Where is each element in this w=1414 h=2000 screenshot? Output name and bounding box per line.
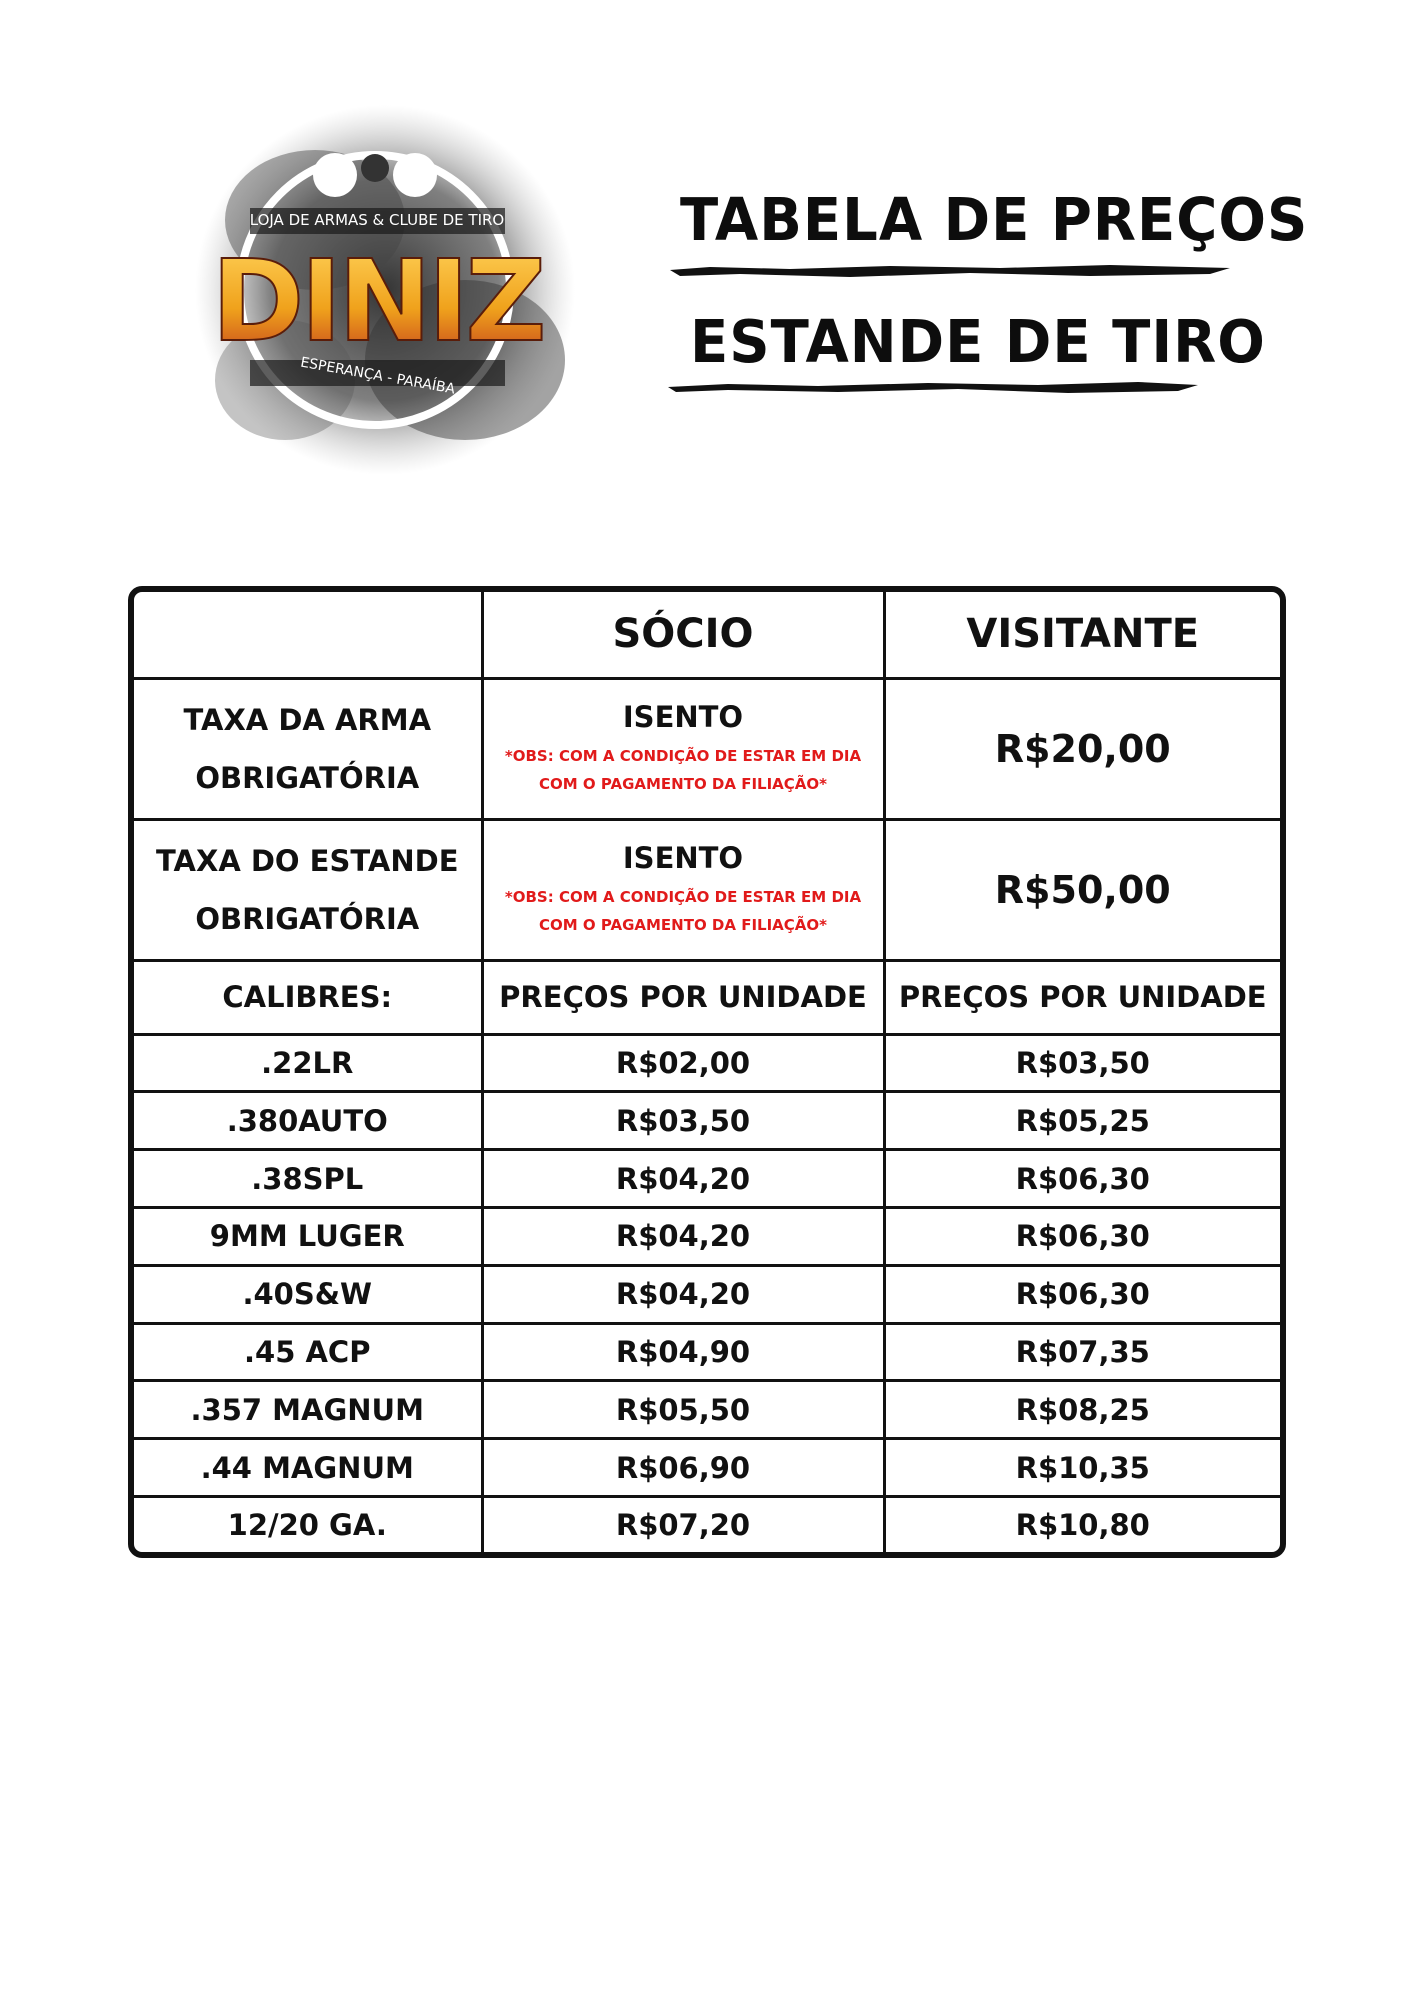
caliber-visitante-price: R$10,80 bbox=[884, 1497, 1280, 1553]
calibers-header-visitante: PREÇOS POR UNIDADE bbox=[884, 960, 1280, 1034]
caliber-socio-price: R$04,20 bbox=[482, 1207, 884, 1265]
logo-top-text: LOJA DE ARMAS & CLUBE DE TIRO bbox=[249, 211, 505, 229]
table-row bbox=[134, 1265, 1280, 1323]
caliber-visitante-price: R$08,25 bbox=[884, 1381, 1280, 1439]
caliber-visitante-price: R$05,25 bbox=[884, 1092, 1280, 1150]
caliber-visitante-price: R$07,35 bbox=[884, 1323, 1280, 1381]
fee-socio-note-line-2: COM O PAGAMENTO DA FILIAÇÃO* bbox=[538, 774, 828, 793]
fee-label-line-1: TAXA DA ARMA bbox=[183, 702, 432, 737]
caliber-name: .40S&W bbox=[134, 1265, 482, 1323]
caliber-visitante-price: R$06,30 bbox=[884, 1265, 1280, 1323]
caliber-name: 12/20 GA. bbox=[134, 1497, 482, 1553]
fee-socio-note-line-1: *OBS: COM A CONDIÇÃO DE ESTAR EM DIA bbox=[504, 887, 862, 906]
fee-socio-cell bbox=[482, 819, 884, 960]
fee-socio-note-line-1: *OBS: COM A CONDIÇÃO DE ESTAR EM DIA bbox=[504, 746, 862, 765]
logo-brand: DINIZ bbox=[211, 237, 543, 367]
caliber-socio-price: R$02,00 bbox=[482, 1034, 884, 1092]
table-row bbox=[134, 1439, 1280, 1497]
brush-underline-1 bbox=[670, 262, 1230, 280]
calibers-header-row bbox=[134, 960, 1280, 1034]
table-row bbox=[134, 1092, 1280, 1150]
table-row bbox=[134, 1497, 1280, 1553]
caliber-name: .45 ACP bbox=[134, 1323, 482, 1381]
logo-bottom-text: ESPERANÇA - PARAÍBA bbox=[299, 354, 457, 398]
header-empty-cell bbox=[134, 592, 482, 678]
price-table bbox=[128, 586, 1286, 1558]
page-title-line-1: TABELA DE PREÇOS bbox=[680, 186, 1309, 255]
fee-row bbox=[134, 678, 1280, 819]
fee-label bbox=[134, 819, 482, 960]
logo-graphic bbox=[195, 100, 575, 480]
table-row bbox=[134, 1034, 1280, 1092]
caliber-name: .38SPL bbox=[134, 1150, 482, 1208]
fee-row bbox=[134, 819, 1280, 960]
caliber-visitante-price: R$06,30 bbox=[884, 1150, 1280, 1208]
header-socio: SÓCIO bbox=[482, 592, 884, 678]
caliber-socio-price: R$07,20 bbox=[482, 1497, 884, 1553]
fee-label-line-2: OBRIGATÓRIA bbox=[195, 760, 420, 795]
caliber-visitante-price: R$10,35 bbox=[884, 1439, 1280, 1497]
fee-socio-value: ISENTO bbox=[622, 840, 744, 875]
calibers-header-label: CALIBRES: bbox=[134, 960, 482, 1034]
caliber-name: .22LR bbox=[134, 1034, 482, 1092]
caliber-socio-price: R$05,50 bbox=[482, 1381, 884, 1439]
fee-socio-value: ISENTO bbox=[622, 699, 744, 734]
caliber-visitante-price: R$03,50 bbox=[884, 1034, 1280, 1092]
fee-label bbox=[134, 678, 482, 819]
header-visitante: VISITANTE bbox=[884, 592, 1280, 678]
table-row bbox=[134, 1323, 1280, 1381]
fee-visitante-value: R$20,00 bbox=[884, 678, 1280, 819]
caliber-socio-price: R$06,90 bbox=[482, 1439, 884, 1497]
caliber-socio-price: R$04,20 bbox=[482, 1265, 884, 1323]
table-row bbox=[134, 1150, 1280, 1208]
title-line-2-wrap bbox=[690, 310, 1290, 375]
page-title-line-2: ESTANDE DE TIRO bbox=[690, 308, 1266, 377]
caliber-socio-price: R$04,20 bbox=[482, 1150, 884, 1208]
caliber-visitante-price: R$06,30 bbox=[884, 1207, 1280, 1265]
caliber-name: .357 MAGNUM bbox=[134, 1381, 482, 1439]
fee-visitante-value: R$50,00 bbox=[884, 819, 1280, 960]
caliber-socio-price: R$04,90 bbox=[482, 1323, 884, 1381]
fee-socio-cell bbox=[482, 678, 884, 819]
fee-label-line-1: TAXA DO ESTANDE bbox=[155, 843, 459, 878]
title-line-1-wrap bbox=[680, 186, 1309, 255]
brush-underline-2 bbox=[668, 378, 1198, 396]
fee-socio-note-line-2: COM O PAGAMENTO DA FILIAÇÃO* bbox=[538, 915, 828, 934]
calibers-header-socio: PREÇOS POR UNIDADE bbox=[482, 960, 884, 1034]
caliber-socio-price: R$03,50 bbox=[482, 1092, 884, 1150]
table-header-row bbox=[134, 592, 1280, 678]
table-row bbox=[134, 1381, 1280, 1439]
caliber-name: .380AUTO bbox=[134, 1092, 482, 1150]
caliber-name: .44 MAGNUM bbox=[134, 1439, 482, 1497]
table-row bbox=[134, 1207, 1280, 1265]
caliber-name: 9MM LUGER bbox=[134, 1207, 482, 1265]
fee-label-line-2: OBRIGATÓRIA bbox=[195, 901, 420, 936]
club-logo bbox=[195, 100, 575, 480]
